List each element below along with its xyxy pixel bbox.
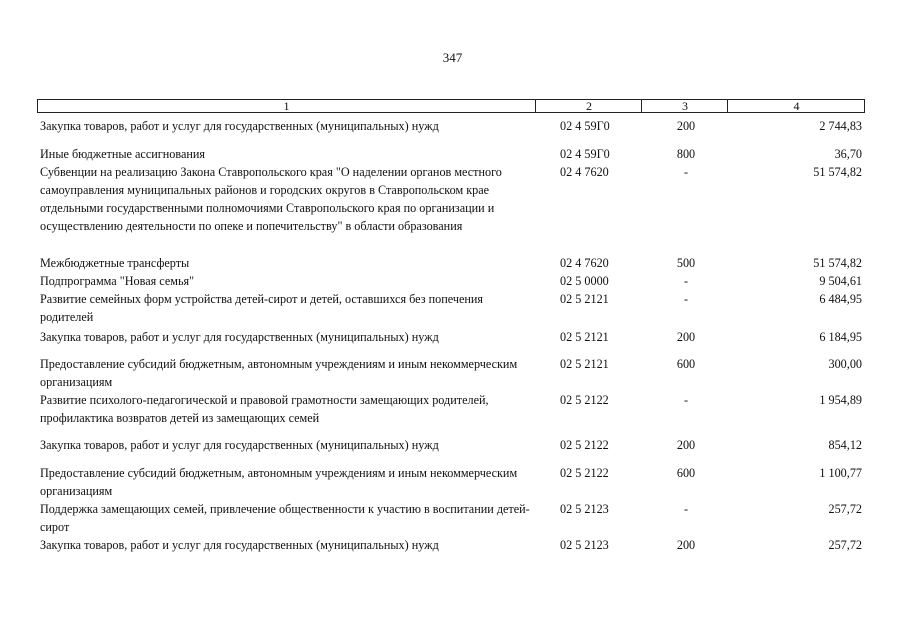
- row-sum: 6 184,95: [819, 330, 862, 344]
- row-type: -: [683, 274, 689, 288]
- row-sum: 257,72: [828, 538, 862, 552]
- row-description: Закупка товаров, работ и услуг для государственных (муниципальных) нужд: [40, 119, 439, 133]
- row-sum: 1 100,77: [819, 466, 862, 480]
- row-description: Закупка товаров, работ и услуг для государственных (муниципальных) нужд: [40, 438, 439, 452]
- row-description: Межбюджетные трансферты: [40, 256, 190, 270]
- row-type: -: [683, 165, 689, 179]
- row-sum: 51 574,82: [813, 165, 862, 179]
- header-col-2: 2: [535, 100, 642, 112]
- row-type: 600: [676, 357, 696, 371]
- row-description: Иные бюджетные ассигнования: [40, 147, 206, 161]
- row-code: 02 4 7620: [560, 256, 609, 270]
- row-type: 500: [676, 256, 696, 270]
- row-sum: 1 954,89: [819, 393, 862, 407]
- row-code: 02 4 59Г0: [560, 119, 610, 133]
- row-type: 200: [676, 119, 696, 133]
- row-description: Закупка товаров, работ и услуг для государственных (муниципальных) нужд: [40, 330, 439, 344]
- row-description: Субвенции на реализацию Закона Ставропольского края "О наделении органов местного самоуправления муниципальных районов и городских округов в Ставропольском крае отдельными государственными полномочиями Ставропольского края по организации и осуществлению деятельности по опеке и попечительству" в области образования: [40, 165, 502, 233]
- row-description: Поддержка замещающих семей, привлечение общественности к участию в воспитании детей-сирот: [40, 502, 530, 534]
- row-description: Предоставление субсидий бюджетным, автономным учреждениям и иным некоммерческим организациям: [40, 466, 518, 498]
- page-number: 347: [442, 50, 463, 65]
- row-code: 02 4 7620: [560, 165, 609, 179]
- header-col-3: 3: [641, 100, 728, 112]
- row-type: -: [683, 393, 689, 407]
- row-type: -: [683, 502, 689, 516]
- row-code: 02 5 2122: [560, 466, 609, 480]
- row-sum: 9 504,61: [819, 274, 862, 288]
- row-code: 02 5 2123: [560, 502, 609, 516]
- row-code: 02 5 2121: [560, 330, 609, 344]
- table-header: [37, 99, 865, 113]
- row-code: 02 5 2121: [560, 292, 609, 306]
- row-sum: 300,00: [828, 357, 862, 371]
- row-code: 02 5 2123: [560, 538, 609, 552]
- row-sum: 6 484,95: [819, 292, 862, 306]
- row-code: 02 5 2121: [560, 357, 609, 371]
- row-description: Закупка товаров, работ и услуг для государственных (муниципальных) нужд: [40, 538, 439, 552]
- row-sum: 854,12: [828, 438, 862, 452]
- row-type: 200: [676, 330, 696, 344]
- row-sum: 257,72: [828, 502, 862, 516]
- row-code: 02 5 0000: [560, 274, 609, 288]
- header-col-1: 1: [283, 99, 290, 113]
- row-type: 200: [676, 438, 696, 452]
- row-type: 800: [676, 147, 696, 161]
- row-type: 600: [676, 466, 696, 480]
- row-type: -: [683, 292, 689, 306]
- row-description: Предоставление субсидий бюджетным, автономным учреждениям и иным некоммерческим организациям: [40, 357, 518, 389]
- row-sum: 51 574,82: [813, 256, 862, 270]
- row-type: 200: [676, 538, 696, 552]
- row-description: Подпрограмма "Новая семья": [40, 274, 195, 288]
- row-description: Развитие психолого-педагогической и правовой грамотности замещающих родителей, профилактика возвратов детей из замещающих семей: [40, 393, 489, 425]
- row-sum: 2 744,83: [819, 119, 862, 133]
- row-sum: 36,70: [834, 147, 862, 161]
- row-description: Развитие семейных форм устройства детей-сирот и детей, оставшихся без попечения родителей: [40, 292, 484, 324]
- row-code: 02 4 59Г0: [560, 147, 610, 161]
- row-code: 02 5 2122: [560, 438, 609, 452]
- row-code: 02 5 2122: [560, 393, 609, 407]
- header-col-4: 4: [727, 100, 865, 112]
